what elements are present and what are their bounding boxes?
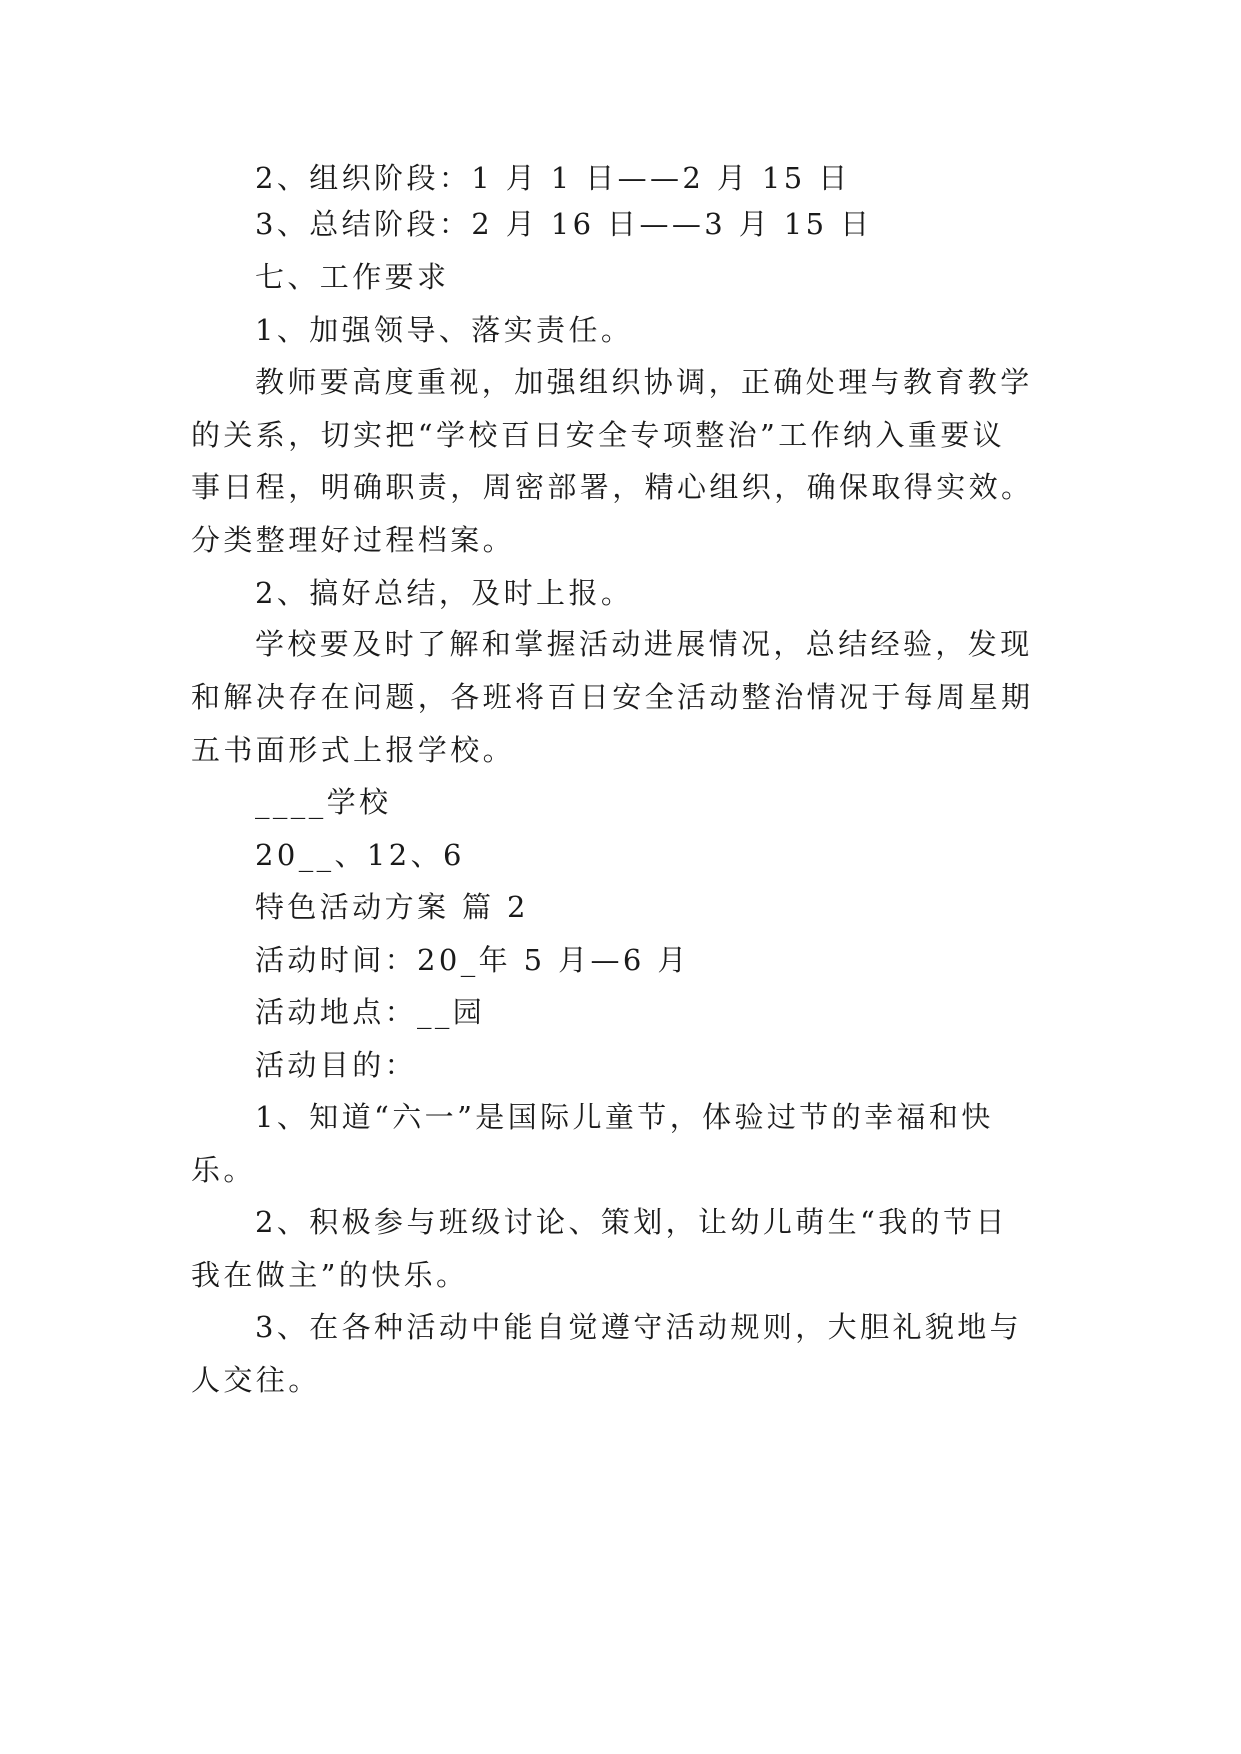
text-line: 1、加强领导、落实责任。 (255, 313, 634, 347)
paragraph-line: 3、在各种活动中能自觉遵守活动规则，大胆礼貌地与 (255, 1310, 1023, 1344)
section-title: 特色活动方案 篇 2 (255, 890, 529, 924)
paragraph-line: 2、积极参与班级讨论、策划，让幼儿萌生“我的节日 (255, 1205, 1008, 1239)
text-line: 活动地点：__园 (255, 995, 486, 1029)
text-line: 2、搞好总结，及时上报。 (255, 576, 634, 610)
paragraph-line: 五书面形式上报学校。 (191, 733, 516, 767)
paragraph-line: 我在做主”的快乐。 (191, 1258, 469, 1292)
paragraph-line: 人交往。 (191, 1363, 321, 1397)
paragraph-line: 学校要及时了解和掌握活动进展情况，总结经验，发现 (255, 627, 1033, 661)
paragraph-line: 教师要高度重视，加强组织协调，正确处理与教育教学 (255, 365, 1033, 399)
paragraph-line: 分类整理好过程档案。 (191, 523, 516, 557)
text-line: 2、组织阶段：1 月 1 日——2 月 15 日 (255, 161, 851, 195)
paragraph-line: 1、知道“六一”是国际儿童节，体验过节的幸福和快 (255, 1100, 994, 1134)
paragraph-line: 乐。 (191, 1153, 256, 1187)
signature-date: 20__、12、6 (255, 838, 465, 872)
text-line: 活动目的： (255, 1048, 418, 1082)
paragraph-line: 事日程，明确职责，周密部署，精心组织，确保取得实效。 (191, 470, 1034, 504)
text-line: 3、总结阶段：2 月 16 日——3 月 15 日 (255, 207, 873, 241)
paragraph-line: 和解决存在问题，各班将百日安全活动整治情况于每周星期 (191, 680, 1034, 714)
text-line: 活动时间：20_年 5 月—6 月 (255, 943, 690, 977)
paragraph-line: 的关系，切实把“学校百日安全专项整治”工作纳入重要议 (191, 418, 1006, 452)
section-heading: 七、工作要求 (255, 260, 450, 294)
signature-school: ____学校 (255, 785, 392, 819)
